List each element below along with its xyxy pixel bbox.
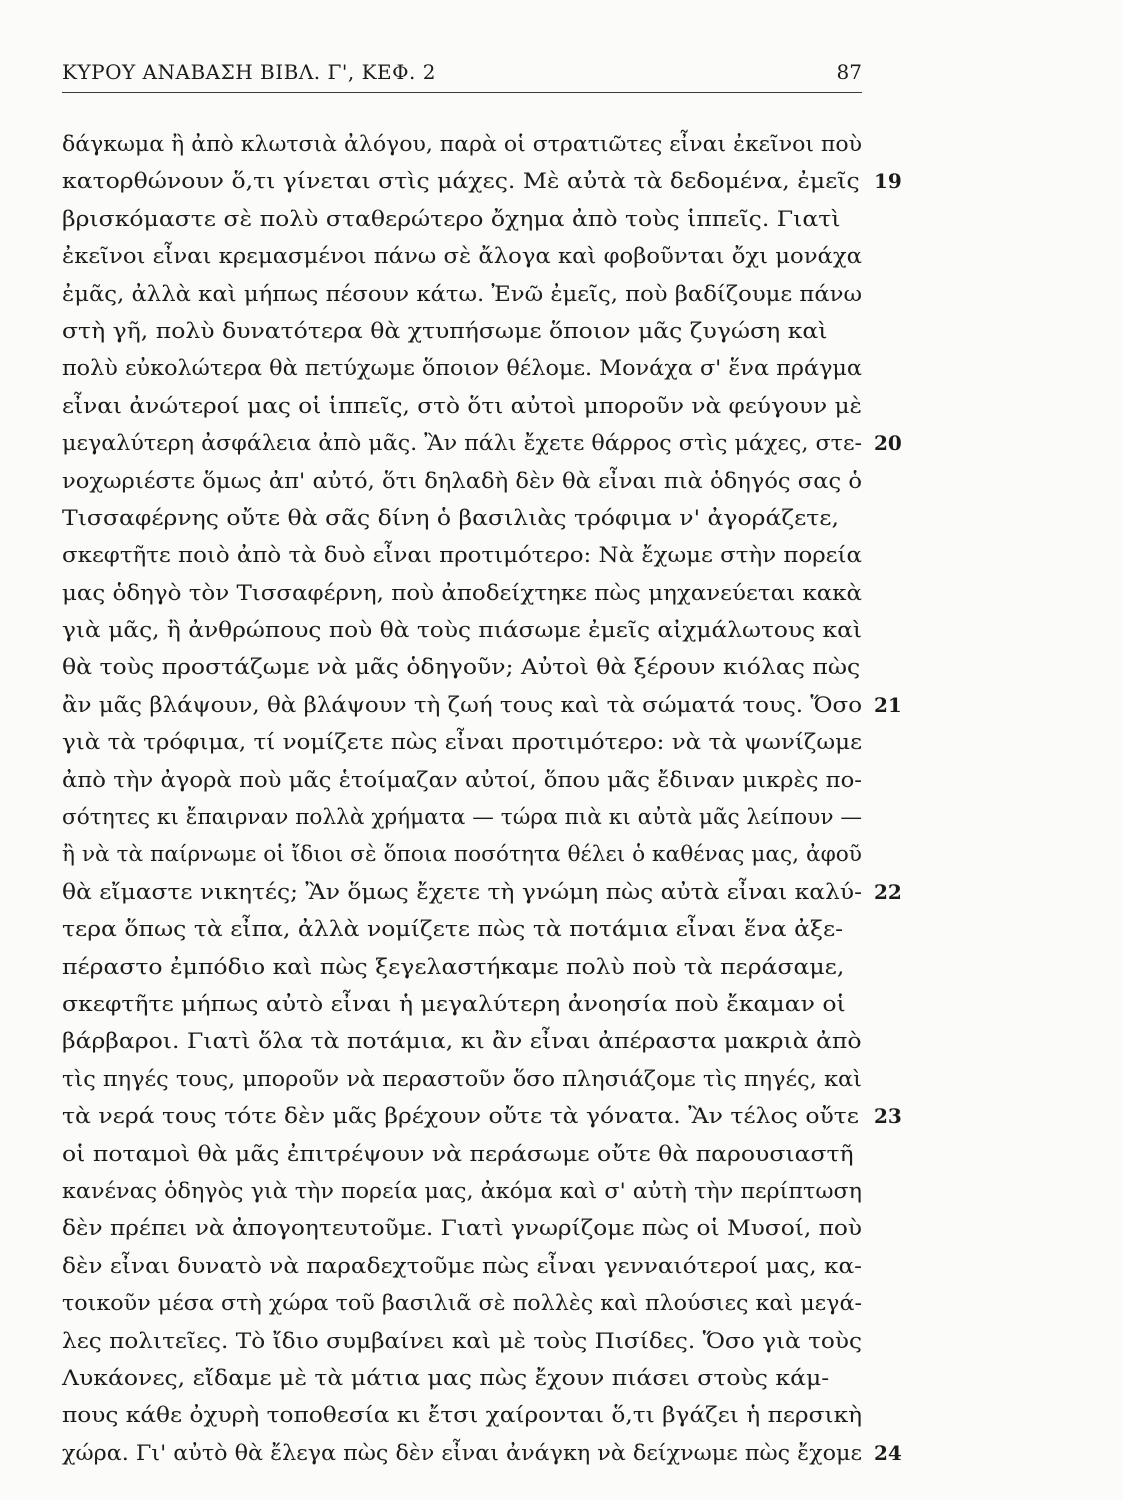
line-text: κατορθώνουν ὅ,τι γίνεται στὶς μάχες. Μὲ αὐτὰ τὰ δεδομένα, ἐμεῖς [62,169,860,194]
page-header [62,52,862,92]
text-line [62,612,882,649]
line-text: σκεφτῆτε μήπως αὐτὸ εἶναι ἡ μεγαλύτερη ἀνοησία ποὺ ἔκαμαν οἱ [62,991,846,1016]
text-line [62,463,882,500]
text-line [62,799,882,836]
line-text: Τισσαφέρνης οὔτε θὰ σᾶς δίνη ὁ βασιλιὰς τρόφιμα ν' ἀγοράζετε, [62,505,839,530]
text-line [62,575,882,612]
text-line [62,1210,882,1247]
line-text: οἱ ποταμοὶ θὰ μᾶς ἐπιτρέψουν νὰ περάσωμε οὔτε θὰ παρουσιαστῆ [62,1141,854,1166]
text-line [62,649,882,686]
line-text: τὰ νερά τους τότε δὲν μᾶς βρέχουν οὔτε τὰ γόνατα. Ἂν τέλος οὔτε [62,1104,860,1129]
header-rule [62,92,862,93]
text-line [62,874,902,911]
section-number: 23 [874,1104,902,1129]
text-line [62,1061,882,1098]
text-line [62,163,902,200]
line-text: ἀπὸ τὴν ἀγορὰ ποὺ μᾶς ἑτοίμαζαν αὐτοί, ὅπου μᾶς ἔδιναν μικρὲς πο- [62,767,862,792]
text-line [62,949,882,986]
line-text: μεγαλύτερη ἀσφάλεια ἀπὸ μᾶς. Ἂν πάλι ἔχετε θάρρος στὶς μάχες, στε- [62,431,862,456]
line-text: βάρβαροι. Γιατὶ ὅλα τὰ ποτάμια, κι ἂν εἶναι ἀπέραστα μακριὰ ἀπὸ [62,1029,862,1054]
text-line [62,350,882,387]
text-line [62,911,882,948]
running-title: ΚΥΡΟΥ ΑΝΑΒΑΣΗ ΒΙΒΛ. Γ', ΚΕΦ. 2 [62,60,436,84]
text-line [62,1248,882,1285]
section-number: 21 [874,692,902,717]
body-text [62,126,902,1472]
section-number: 19 [874,169,902,194]
line-text: δάγκωμα ἢ ἀπὸ κλωτσιὰ ἀλόγου, παρὰ οἱ στρατιῶτες εἶναι ἐκεῖνοι ποὺ [62,132,863,156]
text-line [62,537,882,574]
text-line [62,1023,882,1060]
line-text: βρισκόμαστε σὲ πολὺ σταθερώτερο ὄχημα ἀπὸ τοὺς ἱππεῖς. Γιατὶ [62,206,841,231]
line-text: γιὰ μᾶς, ἢ ἀνθρώπους ποὺ θὰ τοὺς πιάσωμε ἐμεῖς αἰχμάλωτους καὶ [62,618,862,643]
line-text: σκεφτῆτε ποιὸ ἀπὸ τὰ δυὸ εἶναι προτιμότερο: Νὰ ἔχωμε στὴν πορεία [62,543,862,568]
line-text: δὲν εἶναι δυνατὸ νὰ παραδεχτοῦμε πὼς εἶναι γενναιότεροί μας, κα- [62,1253,863,1278]
line-text: θὰ τοὺς προστάζωμε νὰ μᾶς ὁδηγοῦν; Αὐτοὶ θὰ ξέρουν κιόλας πὼς [62,655,861,680]
text-line [62,201,882,238]
text-line [62,388,882,425]
line-text: μας ὁδηγὸ τὸν Τισσαφέρνη, ποὺ ἀποδείχτηκε πὼς μηχανεύεται κακὰ [62,580,863,605]
section-number: 22 [874,879,902,904]
section-number: 24 [874,1440,902,1465]
text-line [62,1173,882,1210]
line-text: γιὰ τὰ τρόφιμα, τί νομίζετε πὼς εἶναι προτιμότερο: νὰ τὰ ψωνίζωμε [62,730,863,755]
section-number: 20 [874,431,902,456]
text-line [62,313,882,350]
line-text: θὰ εἴμαστε νικητές; Ἂν ὅμως ἔχετε τὴ γνώμη πὼς αὐτὰ εἶναι καλύ- [62,879,862,904]
line-text: τερα ὅπως τὰ εἶπα, ἀλλὰ νομίζετε πὼς τὰ ποτάμια εἶναι ἕνα ἀξε- [62,917,844,942]
line-text: πους κάθε ὀχυρὴ τοποθεσία κι ἔτσι χαίρονται ὅ,τι βγάζει ἡ περσικὴ [62,1403,863,1428]
text-line [62,1435,902,1472]
line-text: ἂν μᾶς βλάψουν, θὰ βλάψουν τὴ ζωή τους καὶ τὰ σώματά τους. Ὅσο [62,692,863,717]
text-line [62,1360,882,1397]
line-text: στὴ γῆ, πολὺ δυνατότερα θὰ χτυπήσωμε ὅποιον μᾶς ζυγώση καὶ [62,318,828,343]
text-line [62,1285,882,1322]
line-text: λες πολιτεῖες. Τὸ ἴδιο συμβαίνει καὶ μὲ τοὺς Πισίδες. Ὅσο γιὰ τοὺς [62,1328,862,1353]
page-number: 87 [836,60,862,84]
text-line [62,724,882,761]
line-text: ἐκεῖνοι εἶναι κρεμασμένοι πάνω σὲ ἄλογα καὶ φοβοῦνται ὄχι μονάχα [62,244,862,269]
line-text: τὶς πηγές τους, μποροῦν νὰ περαστοῦν ὅσο πλησιάζομε τὶς πηγές, καὶ [62,1066,862,1091]
line-text: ἐμᾶς, ἀλλὰ καὶ μήπως πέσουν κάτω. Ἐνῶ ἐμεῖς, ποὺ βαδίζουμε πάνω [62,281,863,306]
line-text: κανένας ὁδηγὸς γιὰ τὴν πορεία μας, ἀκόμα καὶ σ' αὐτὴ τὴν περίπτωση [62,1178,863,1203]
text-line [62,238,882,275]
line-text: ἢ νὰ τὰ παίρνωμε οἱ ἴδιοι σὲ ὅποια ποσότητα θέλει ὁ καθένας μας, ἀφοῦ [62,842,862,867]
text-line [62,425,902,462]
text-line [62,836,882,873]
line-text: σότητες κι ἔπαιρναν πολλὰ χρήματα — τώρα πιὰ κι αὐτὰ μᾶς λείπουν — [62,805,863,830]
text-line [62,126,882,163]
line-text: πέραστο ἐμπόδιο καὶ πὼς ξεγελαστήκαμε πολὺ ποὺ τὰ περάσαμε, [62,954,845,979]
text-line [62,1323,882,1360]
text-line [62,986,882,1023]
line-text: πολὺ εὐκολώτερα θὰ πετύχωμε ὅποιον θέλομε. Μονάχα σ' ἕνα πράγμα [62,356,863,381]
line-text: εἶναι ἀνώτεροί μας οἱ ἱππεῖς, στὸ ὅτι αὐτοὶ μποροῦν νὰ φεύγουν μὲ [62,393,863,418]
line-text: χώρα. Γι' αὐτὸ θὰ ἔλεγα πὼς δὲν εἶναι ἀνάγκη νὰ δείχνωμε πὼς ἔχομε [62,1440,862,1465]
text-line [62,1098,902,1135]
text-line [62,762,882,799]
text-line [62,276,882,313]
text-line [62,500,882,537]
text-line [62,1397,882,1434]
text-line [62,1136,882,1173]
line-text: Λυκάονες, εἴδαμε μὲ τὰ μάτια μας πὼς ἔχουν πιάσει στοὺς κάμ- [62,1365,830,1390]
line-text: δὲν πρέπει νὰ ἀπογοητευτοῦμε. Γιατὶ γνωρίζομε πὼς οἱ Μυσοί, ποὺ [62,1216,863,1241]
line-text: νοχωριέστε ὅμως ἀπ' αὐτό, ὅτι δηλαδὴ δὲν θὰ εἶναι πιὰ ὁδηγός σας ὁ [62,468,863,493]
line-text: τοικοῦν μέσα στὴ χώρα τοῦ βασιλιᾶ σὲ πολλὲς καὶ πλούσιες καὶ μεγά- [62,1291,862,1316]
text-line [62,687,902,724]
